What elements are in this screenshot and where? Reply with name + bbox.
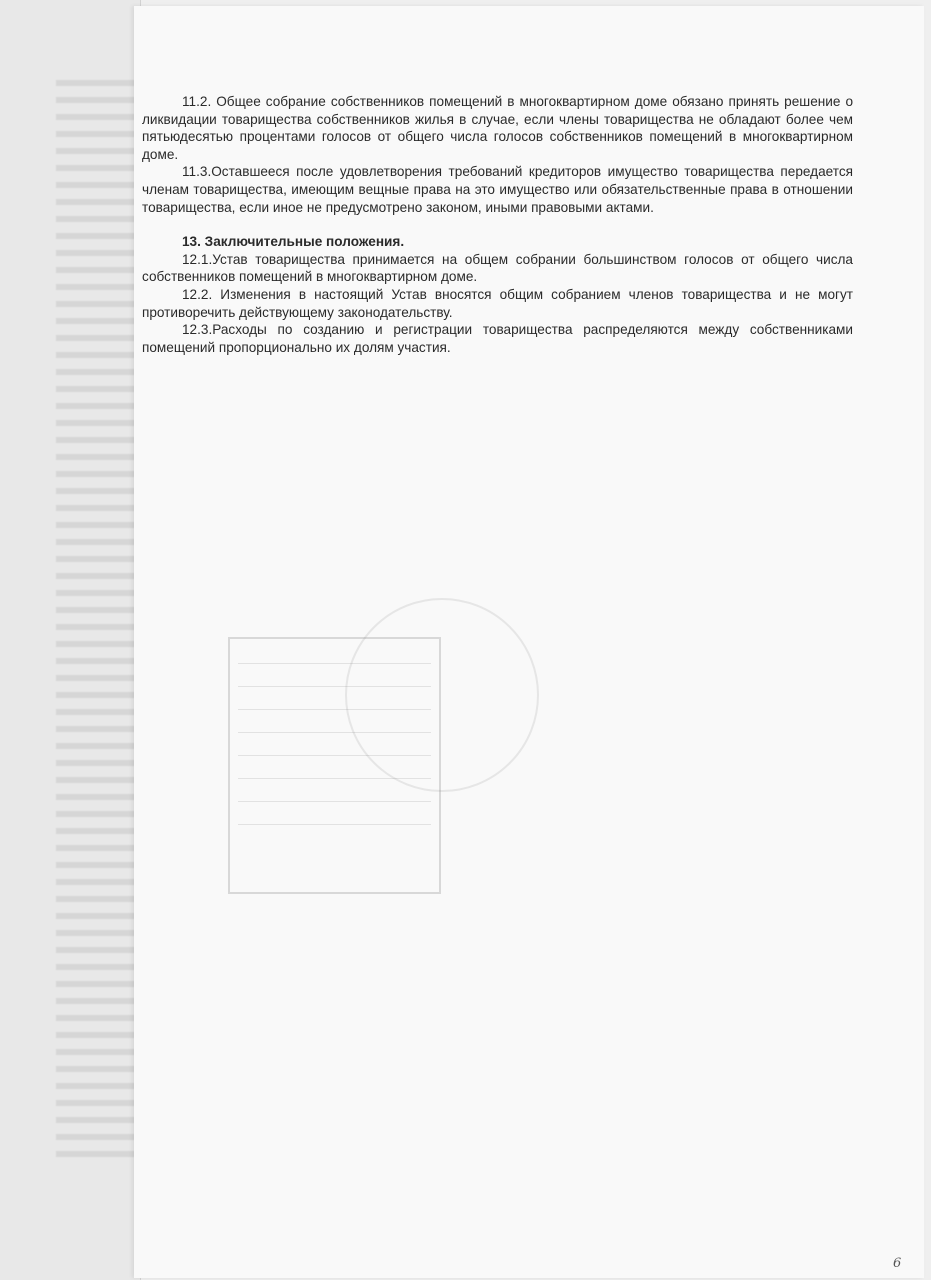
faded-registration-stamp — [228, 637, 441, 894]
stamp-line — [238, 810, 431, 825]
stamp-line — [238, 718, 431, 733]
stamp-line — [238, 787, 431, 802]
paragraph-12-2: 12.2. Изменения в настоящий Устав вносятся общим собранием членов товарищества и не могут противоречить действующему законодательству. — [142, 286, 853, 320]
stamp-line — [238, 764, 431, 779]
document-body — [142, 93, 853, 356]
paragraph-11-3: 11.3.Оставшееся после удовлетворения требований кредиторов имущество товарищества передается членам товарищества, имеющим вещные права на это имущество или обязательственные права в отношении товарищества, если иное не предусмотрено законом, иными правовыми актами. — [142, 164, 853, 215]
stamp-line — [238, 695, 431, 710]
stamp-line — [238, 649, 431, 664]
page-number: 6 — [893, 1256, 902, 1271]
paragraph-12-3: 12.3.Расходы по созданию и регистрации товарищества распределяются между собственниками помещений пропорционально их долям участия. — [142, 322, 853, 355]
underlying-sheet — [0, 0, 141, 1280]
stamp-line — [238, 741, 431, 756]
paragraph-12-1: 12.1.Устав товарищества принимается на общем собрании большинством голосов от общего числа собственников помещений в многоквартирном доме. — [142, 251, 853, 285]
stamp-line — [238, 672, 431, 687]
spacer — [142, 216, 853, 233]
underlying-sheet-text — [56, 80, 136, 1160]
section-heading-13: 13. Заключительные положения. — [182, 234, 405, 250]
paragraph-11-2: 11.2. Общее собрание собственников помещений в многоквартирном доме обязано принять решение о ликвидации товарищества собственников жилья в случае, если члены товарищества не обладают более чем пятьюдесятью процентами голосов от общего числа голосов собственников помещений в многоквартирном доме. — [142, 94, 853, 162]
